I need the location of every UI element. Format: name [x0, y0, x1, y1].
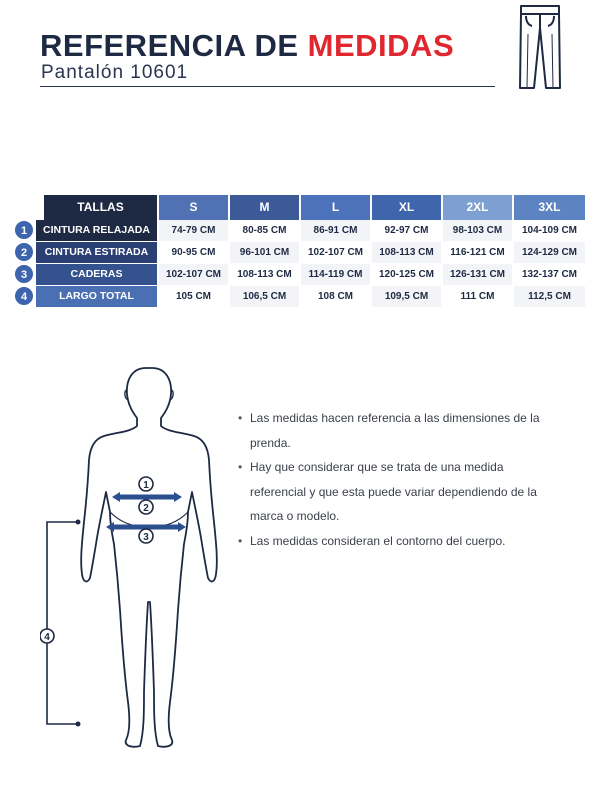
pants-icon: [518, 4, 562, 90]
table-row: [14, 220, 586, 241]
list-item: [238, 406, 560, 455]
table-cell: 80-85 CM: [230, 220, 299, 241]
table-cell: 74-79 CM: [159, 220, 228, 241]
row-number-badge: 1: [14, 220, 34, 240]
table-cell: 132-137 CM: [514, 264, 585, 285]
table-cell: 112,5 CM: [514, 286, 585, 307]
table-cell: 108-113 CM: [372, 242, 441, 263]
row-label: CINTURA RELAJADA: [36, 220, 157, 241]
bullet-icon: •: [238, 460, 243, 474]
table-cell: 105 CM: [159, 286, 228, 307]
svg-text:1: 1: [143, 480, 149, 491]
row-number-badge: 4: [14, 286, 34, 306]
title-part-1: REFERENCIA DE: [40, 28, 299, 63]
table-cell: 109,5 CM: [372, 286, 441, 307]
table-cell: 108 CM: [301, 286, 370, 307]
table-cell: 124-129 CM: [514, 242, 585, 263]
page-subtitle: Pantalón 10601: [41, 62, 189, 83]
table-cell: 98-103 CM: [443, 220, 512, 241]
size-header-m: M: [230, 195, 299, 220]
svg-text:2: 2: [143, 503, 149, 514]
marker-3: [139, 529, 153, 543]
table-cell: 104-109 CM: [514, 220, 585, 241]
table-cell: 108-113 CM: [230, 264, 299, 285]
table-cell: 92-97 CM: [372, 220, 441, 241]
body-outline: [81, 368, 217, 747]
svg-text:4: 4: [44, 632, 50, 643]
row-label: CINTURA ESTIRADA: [36, 242, 157, 263]
bullet-icon: •: [238, 533, 243, 548]
table-cell: 90-95 CM: [159, 242, 228, 263]
row-label: CADERAS: [36, 264, 157, 285]
table-cell: 106,5 CM: [230, 286, 299, 307]
table-corner-label: TALLAS: [44, 195, 157, 220]
list-item: [238, 455, 560, 529]
marker-4: [40, 629, 54, 643]
table-cell: 126-131 CM: [443, 264, 512, 285]
title-part-2: MEDIDAS: [307, 28, 455, 63]
table-cell: 120-125 CM: [372, 264, 441, 285]
row-number-badge: 2: [14, 242, 34, 262]
table-cell: 96-101 CM: [230, 242, 299, 263]
marker-1: [139, 477, 153, 491]
body-measurement-figure: [40, 362, 230, 762]
table-cell: 102-107 CM: [159, 264, 228, 285]
size-header-l: L: [301, 195, 370, 220]
table-cell: 86-91 CM: [301, 220, 370, 241]
list-item: [238, 529, 560, 554]
row-label: LARGO TOTAL: [36, 286, 157, 307]
length-bracket: [47, 522, 78, 724]
table-cell: 102-107 CM: [301, 242, 370, 263]
size-header-s: S: [159, 195, 228, 220]
table-row: [14, 264, 586, 285]
table-row: [14, 286, 586, 307]
svg-text:3: 3: [143, 532, 149, 543]
header-divider: [40, 86, 495, 87]
row-number-badge: 3: [14, 264, 34, 284]
marker-2: [139, 500, 153, 514]
size-header-2xl: 2XL: [443, 195, 512, 220]
page-title: [40, 28, 454, 64]
size-header-xl: XL: [372, 195, 441, 220]
size-header-3xl: 3XL: [514, 195, 585, 220]
note-text: Las medidas consideran el contorno del cuerpo.: [250, 533, 506, 548]
table-cell: 116-121 CM: [443, 242, 512, 263]
note-text: Las medidas hacen referencia a las dimensiones de la prenda.: [250, 411, 540, 450]
note-text: Hay que considerar que se trata de una medida referencial y que esta puede variar dependiendo de la marca o modelo.: [250, 460, 537, 523]
table-row: [14, 242, 586, 263]
bullet-icon: •: [238, 411, 243, 425]
table-cell: 111 CM: [443, 286, 512, 307]
notes-list: [238, 406, 560, 553]
table-cell: 114-119 CM: [301, 264, 370, 285]
